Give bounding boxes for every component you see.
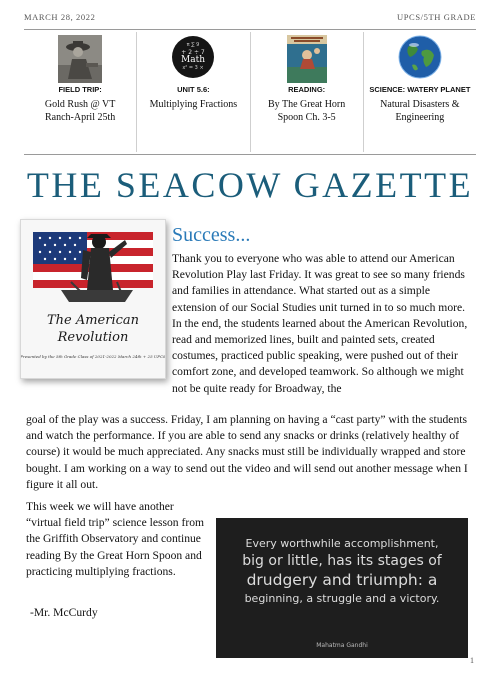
- poster-credit: Presented by the 5th Grade Class of 2021-2022 March 24th + 25 UPCS: [21, 354, 165, 359]
- feature-label: UNIT 5.6:: [177, 85, 210, 94]
- feature-text: Natural Disasters & Engineering: [380, 99, 460, 123]
- feature-science: [363, 32, 476, 152]
- earth-globe-icon: [398, 35, 442, 79]
- quote-line: drudgery and triumph: a: [246, 571, 438, 589]
- feature-label: FIELD TRIP:: [58, 85, 102, 94]
- svg-text:x² = 3 ×: x² = 3 ×: [182, 65, 205, 71]
- quote-line: beginning, a struggle and a victory.: [244, 592, 440, 605]
- book-cover-icon: [285, 35, 329, 79]
- feature-text: By The Great Horn Spoon Ch. 3-5: [267, 99, 346, 123]
- feature-text: Multiplying Fractions: [149, 99, 238, 110]
- signature: -Mr. McCurdy: [30, 606, 98, 619]
- svg-text:π ∑ 9: π ∑ 9: [187, 42, 200, 48]
- feature-reading: [250, 32, 363, 152]
- quote-text: [216, 536, 468, 608]
- svg-text:Math: Math: [181, 55, 206, 65]
- quote-attribution: Mahatma Gandhi: [316, 642, 368, 649]
- feature-unit: [136, 32, 249, 152]
- masthead-divider: [24, 154, 476, 155]
- class-name: UPCS/5TH GRADE: [396, 12, 476, 22]
- masthead-title: THE SEACOW GAZETTE: [26, 165, 474, 205]
- page-number: 1: [470, 656, 474, 665]
- gold-rush-photo-icon: [58, 35, 102, 79]
- quote-line: Every worthwhile accomplishment,: [245, 537, 439, 550]
- header-bar: [24, 12, 476, 22]
- feature-text: Gold Rush @ VT Ranch-April 25th: [44, 99, 116, 123]
- feature-strip: [24, 32, 476, 152]
- feature-label: SCIENCE: WATERY PLANET: [369, 85, 471, 94]
- quote-image: [216, 518, 468, 658]
- quote-line: big or little, has its stages of: [242, 553, 442, 569]
- feature-label: READING:: [288, 85, 326, 94]
- feature-field-trip: [24, 32, 136, 152]
- play-poster-photo: [20, 219, 166, 379]
- poster-title-line1: The American: [46, 313, 140, 328]
- poster-title-line2: Revolution: [57, 330, 129, 345]
- issue-date: MARCH 28, 2022: [24, 12, 96, 22]
- article-paragraph-bottom: goal of the play was a success. Friday, I am planning on having a “cast party” with the students and watch the performance. If you are able to send any snacks or drinks (relatively healthy of course) it would be much appreciated. Any snacks must still be individually wrapped and store bought. I am working on a way to send out the video and will send out another message when I figure it all out.: [26, 413, 468, 491]
- svg-text:+ 2 ÷ 7: + 2 ÷ 7: [181, 49, 206, 56]
- article-paragraph-top: Thank you to everyone who was able to attend our American Revolution Play last Friday. It was great to see so many friends and families in attendance. What started out as a simple extension of our Social Studies unit turned in to so much more. In the end, the students learned about the American Revolution, read and memorized lines, built and painted sets, created costumes, practiced public speaking, were pushed out of their comfort zone, and developed teamwork. So although we might not be quite ready for Broadway, the: [172, 252, 468, 395]
- article-heading: Success...: [172, 224, 251, 246]
- top-divider: [24, 29, 476, 30]
- weekly-note: This week we will have another “virtual field trip” science lesson from the Griffith Observatory and continue reading By the Great Horn Spoon and practicing multiplying fractions.: [26, 500, 205, 578]
- math-chalkboard-icon: [171, 35, 215, 79]
